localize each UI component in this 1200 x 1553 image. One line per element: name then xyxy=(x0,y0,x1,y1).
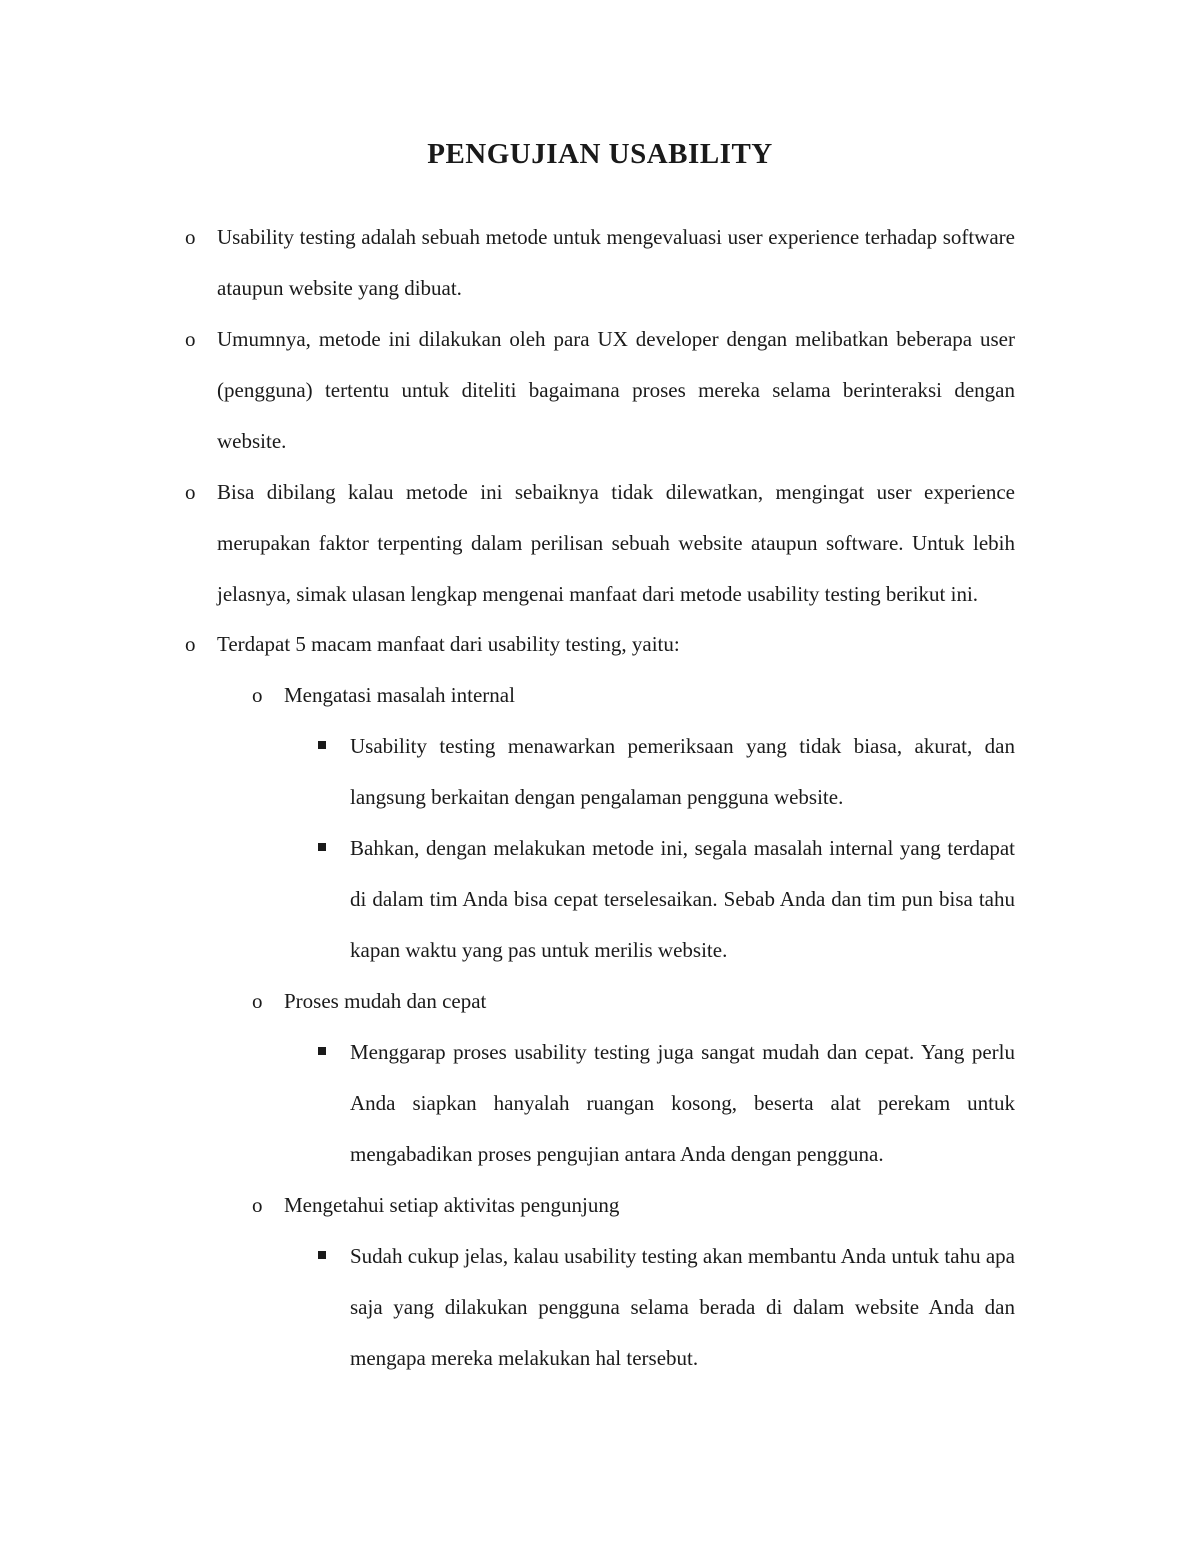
benefit-heading: Mengetahui setiap aktivitas pengunjung xyxy=(284,1193,620,1217)
benefit-heading: Proses mudah dan cepat xyxy=(284,989,487,1013)
list-item: Umumnya, metode ini dilakukan oleh para UX developer dengan melibatkan beberapa user (pengguna) tertentu untuk diteliti bagaimana proses mereka selama berinteraksi dengan website. xyxy=(217,327,1015,453)
benefit-point: Usability testing menawarkan pemeriksaan yang tidak biasa, akurat, dan langsung berkaitan dengan pengalaman pengguna website. xyxy=(350,734,1015,809)
list-item: Bisa dibilang kalau metode ini sebaiknya tidak dilewatkan, mengingat user experience merupakan faktor terpenting dalam perilisan sebuah website ataupun software. Untuk lebih jelasnya, simak ulasan lengkap mengenai manfaat dari metode usability testing berikut ini. xyxy=(217,480,1015,606)
circle-bullet-icon xyxy=(252,670,263,721)
list-item: Terdapat 5 macam manfaat dari usability testing, yaitu: xyxy=(217,632,680,656)
square-bullet-icon xyxy=(318,843,326,851)
square-bullet-icon xyxy=(318,1047,326,1055)
circle-bullet-icon xyxy=(185,212,196,263)
benefit-point: Bahkan, dengan melakukan metode ini, segala masalah internal yang terdapat di dalam tim Anda bisa cepat terselesaikan. Sebab Anda dan tim pun bisa tahu kapan waktu yang pas untuk merilis website. xyxy=(350,836,1015,962)
benefit-point: Sudah cukup jelas, kalau usability testing akan membantu Anda untuk tahu apa saja yang dilakukan pengguna selama berada di dalam website Anda dan mengapa mereka melakukan hal tersebut. xyxy=(350,1244,1015,1370)
circle-bullet-icon xyxy=(252,976,263,1027)
benefit-point: Menggarap proses usability testing juga sangat mudah dan cepat. Yang perlu Anda siapkan hanyalah ruangan kosong, beserta alat perekam untuk mengabadikan proses pengujian antara Anda dengan pengguna. xyxy=(350,1040,1015,1166)
list-item: Usability testing adalah sebuah metode untuk mengevaluasi user experience terhadap software ataupun website yang dibuat. xyxy=(217,225,1015,300)
square-bullet-icon xyxy=(318,1251,326,1259)
circle-bullet-icon xyxy=(185,314,196,365)
circle-bullet-icon xyxy=(252,1180,263,1231)
benefit-heading: Mengatasi masalah internal xyxy=(284,683,515,707)
square-bullet-icon xyxy=(318,741,326,749)
document-title: PENGUJIAN USABILITY xyxy=(427,138,773,170)
circle-bullet-icon xyxy=(185,467,196,518)
circle-bullet-icon xyxy=(185,619,196,670)
